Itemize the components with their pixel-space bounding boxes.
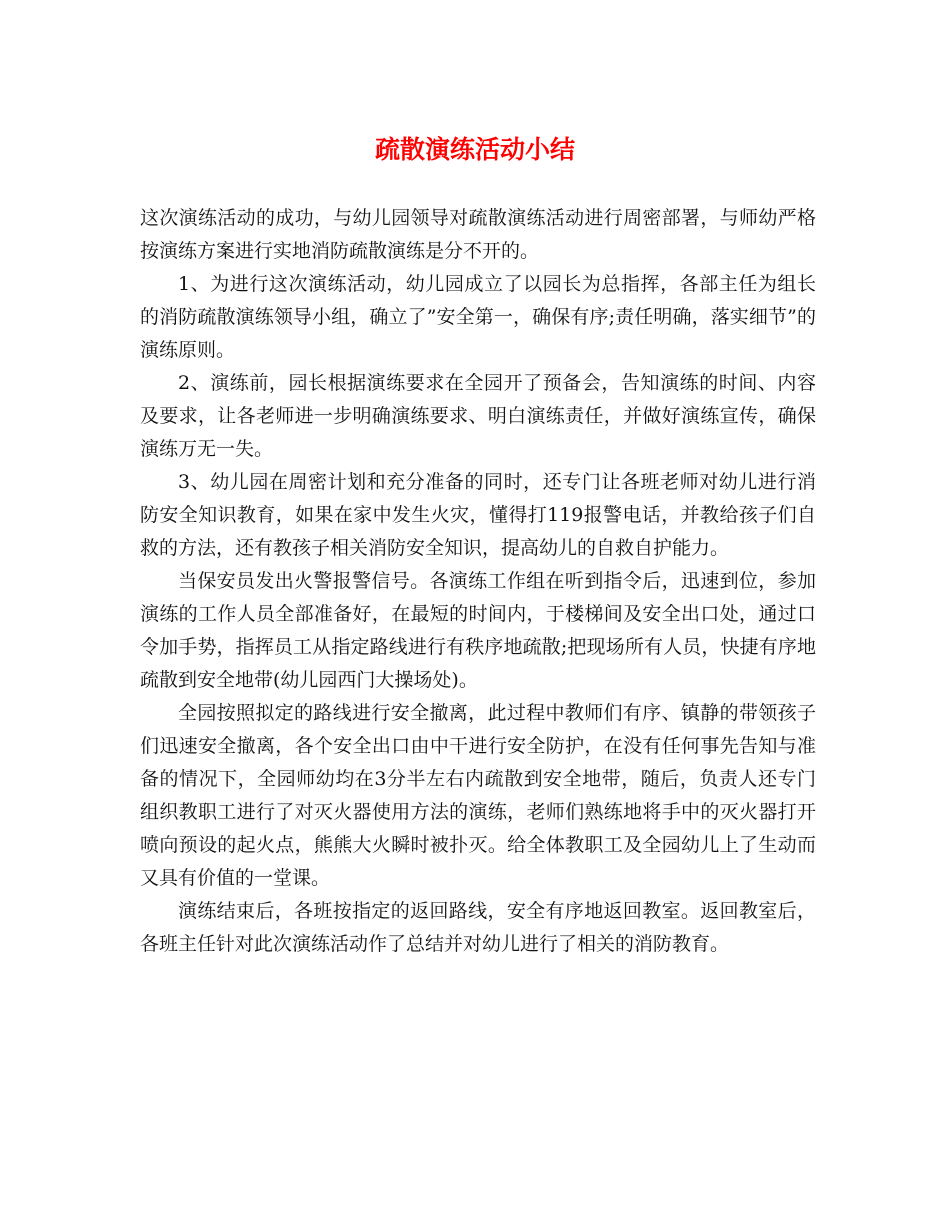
paragraph-point-3: 3、幼儿园在周密计划和充分准备的同时，还专门让各班老师对幼儿进行消防安全知识教育，如果在家中发生火灾，懂得打119报警电话，并教给孩子们自救的方法，还有教孩子相关消防安全知识，提高幼儿的自救自护能力。 — [140, 471, 816, 559]
document-title: 疏散演练活动小结 — [374, 135, 575, 164]
document-body — [140, 202, 816, 961]
paragraph-point-1: 1、为进行这次演练活动，幼儿园成立了以园长为总指挥，各部主任为组长的消防疏散演练领导小组，确立了”安全第一，确保有序;责任明确，落实细节”的演练原则。 — [140, 273, 816, 361]
paragraph-evacuation: 全园按照拟定的路线进行安全撤离，此过程中教师们有序、镇静的带领孩子们迅速安全撤离，各个安全出口由中干进行安全防护，在没有任何事先告知与准备的情况下，全园师幼均在3分半左右内疏散到安全地带，随后，负责人还专门组织教职工进行了对灭火器使用方法的演练，老师们熟练地将手中的灭火器打开喷向预设的起火点，熊熊大火瞬时被扑灭。给全体教职工及全园幼儿上了生动而又具有价值的一堂课。 — [140, 702, 816, 889]
paragraph-alarm: 当保安员发出火警报警信号。各演练工作组在听到指令后，迅速到位，参加演练的工作人员全部准备好，在最短的时间内，于楼梯间及安全出口处，通过口令加手势，指挥员工从指定路线进行有秩序地疏散;把现场所有人员，快捷有序地疏散到安全地带(幼儿园西门大操场处)。 — [140, 570, 816, 691]
paragraph-intro: 这次演练活动的成功，与幼儿园领导对疏散演练活动进行周密部署，与师幼严格按演练方案进行实地消防疏散演练是分不开的。 — [140, 207, 816, 262]
paragraph-point-2: 2、演练前，园长根据演练要求在全园开了预备会，告知演练的时间、内容及要求，让各老师进一步明确演练要求、明白演练责任，并做好演练宣传，确保演练万无一失。 — [140, 372, 816, 460]
paragraph-conclusion: 演练结束后，各班按指定的返回路线，安全有序地返回教室。返回教室后，各班主任针对此次演练活动作了总结并对幼儿进行了相关的消防教育。 — [140, 900, 816, 955]
